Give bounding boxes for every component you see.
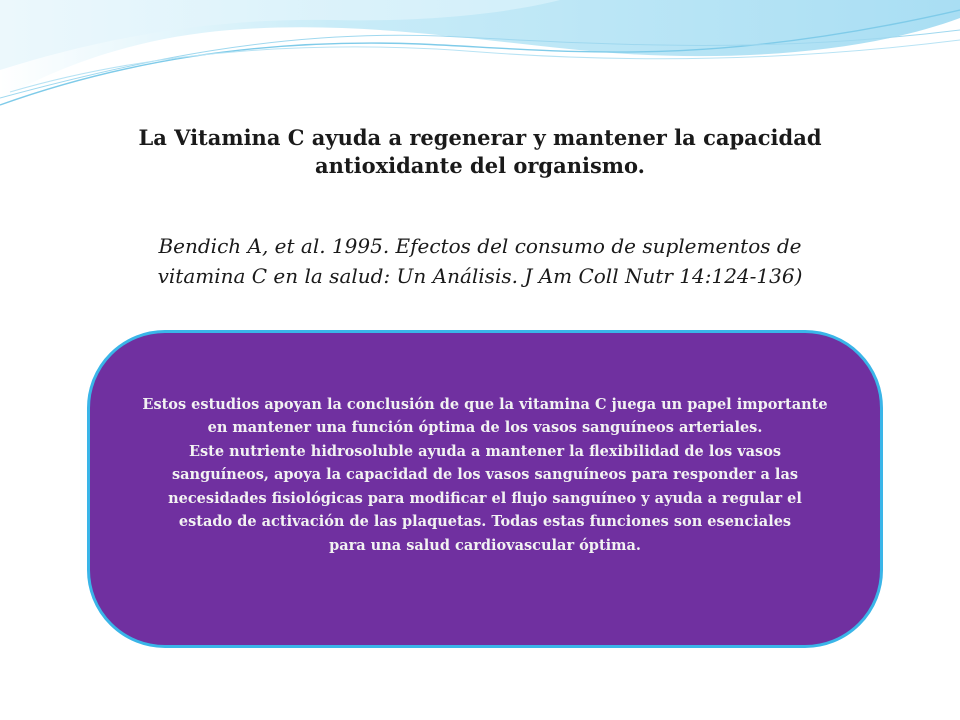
title-line-1: La Vitamina C ayuda a regenerar y mantener la capacidad [138,125,822,150]
summary-line-3: Este nutriente hidrosoluble ayuda a mantener la flexibilidad de los vasos [188,442,782,460]
citation-text [110,231,850,291]
summary-box [87,330,883,648]
slide-title [120,124,840,180]
summary-line-2: en mantener una función óptima de los vasos sanguíneos arteriales. [207,419,763,437]
summary-text [112,393,858,558]
summary-line-5: necesidades fisiológicas para modificar el flujo sanguíneo y ayuda a regular el [168,489,802,507]
summary-line-4: sanguíneos, apoya la capacidad de los vasos sanguíneos para responder a las [172,466,798,484]
citation-line-1: Bendich A, et al. 1995. Efectos del consumo de suplementos de [158,234,802,258]
title-line-2: antioxidante del organismo. [315,153,645,178]
summary-line-6: estado de activación de las plaquetas. Todas estas funciones son esenciales [178,513,792,531]
summary-line-7: para una salud cardiovascular óptima. [329,536,641,554]
decorative-wave-header [0,0,960,130]
citation-line-2: vitamina C en la salud: Un Análisis. J Am Coll Nutr 14:124-136) [157,264,803,288]
summary-line-1: Estos estudios apoyan la conclusión de que la vitamina C juega un papel importante [142,395,828,413]
